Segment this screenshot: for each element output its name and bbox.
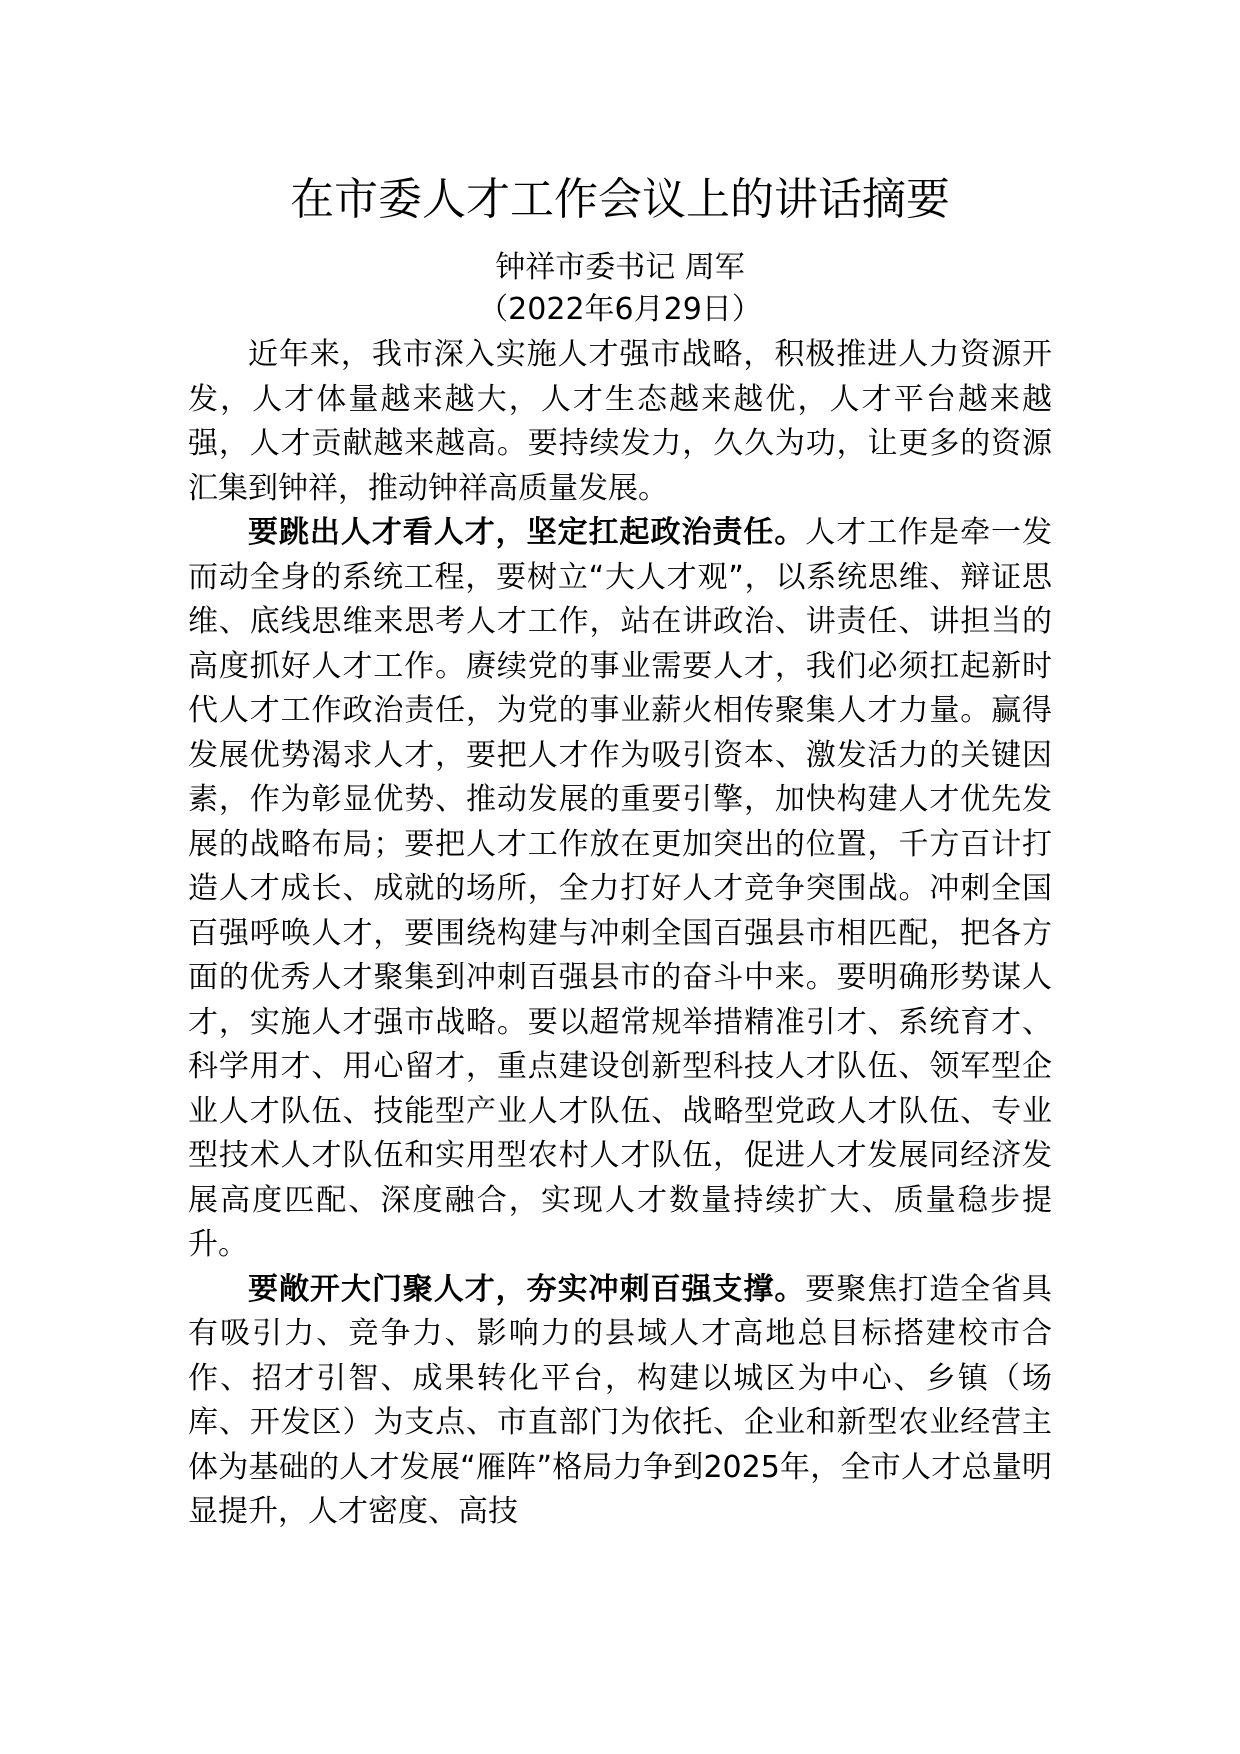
paragraph-open-doors	[188, 1268, 1052, 1535]
paragraph-intro	[188, 333, 1052, 511]
paragraph-text: 近年来，我市深入实施人才强市战略，积极推进人力资源开发，人才体量越来越大，人才生态越来越优，人才平台越来越强，人才贡献越来越高。要持续发力，久久为功，让更多的资源汇集到钟祥，推动钟祥高质量发展。	[188, 337, 1052, 506]
paragraph-lead: 要跳出人才看人才，坚定扛起政治责任。	[248, 515, 806, 550]
paragraph-lead: 要敞开大门聚人才，夯实冲刺百强支撑。	[248, 1271, 806, 1307]
paragraph-political-responsibility	[188, 511, 1052, 1268]
date-line: （2022年6月29日）	[478, 292, 762, 327]
document-title: 在市委人才工作会议上的讲话摘要	[290, 174, 950, 225]
document-body	[188, 333, 1052, 1535]
paragraph-text: 人才工作是牵一发而动全身的系统工程，要树立“大人才观”，以系统思维、辩证思维、底线思维来思考人才工作，站在讲政治、讲责任、讲担当的高度抓好人才工作。赓续党的事业需要人才，我们必须扛起新时代人才工作政治责任，为党的事业薪火相传聚集人才力量。赢得发展优势渴求人才，要把人才作为吸引资本、激发活力的关键因素，作为彰显优势、推动发展的重要引擎，加快构建人才优先发展的战略布局；要把人才工作放在更加突出的位置，千方百计打造人才成长、成就的场所，全力打好人才竞争突围战。冲刺全国百强呼唤人才，要围绕构建与冲刺全国百强县市相匹配，把各方面的优秀人才聚集到冲刺百强县市的奋斗中来。要明确形势谋人才，实施人才强市战略。要以超常规举措精准引才、系统育才、科学用才、用心留才，重点建设创新型科技人才队伍、领军型企业人才队伍、技能型产业人才队伍、战略型党政人才队伍、专业型技术人才队伍和实用型农村人才队伍，促进人才发展同经济发展高度匹配、深度融合，实现人才数量持续扩大、质量稳步提升。	[188, 515, 1053, 1262]
author-line: 钟祥市委书记 周军	[495, 250, 745, 285]
paragraph-text: 要聚焦打造全省具有吸引力、竞争力、影响力的县域人才高地总目标搭建校市合作、招才引智、成果转化平台，构建以城区为中心、乡镇（场库、开发区）为支点、市直部门为依托、企业和新型农业经营主体为基础的人才发展“雁阵”格局力争到2025年，全市人才总量明显提升，人才密度、高技	[188, 1271, 1053, 1529]
